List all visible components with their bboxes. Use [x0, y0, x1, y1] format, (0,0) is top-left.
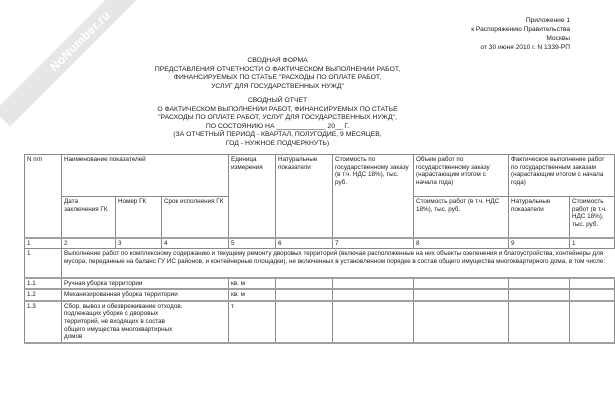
row-name: Сбор, вывоз и обезвреживание отходов, подлежащих уборке с дворовых территорий, не входящих в состав общего имущества многоквартирных домов [62, 301, 229, 343]
col-number: 7 [333, 238, 414, 249]
column-number-row [25, 238, 615, 249]
row-num: 1 [25, 249, 62, 278]
form-title [0, 57, 555, 91]
cell[interactable] [276, 301, 333, 343]
report-title [0, 97, 555, 149]
row-num: 1.3 [25, 301, 62, 343]
cell[interactable] [509, 289, 570, 301]
subheader-deadline: Срок исполнения ГК [162, 197, 229, 238]
header-actual: Фактическое выполнение работ по государственным заказам (нарастающим итогом с начала года) [509, 155, 615, 197]
subheader-gk-number: Номер ГК [116, 197, 162, 238]
table-row [25, 278, 615, 290]
row-unit: кв. м [229, 278, 276, 290]
col-number: 8 [414, 238, 509, 249]
row-num: 1.2 [25, 289, 62, 301]
table-row [25, 249, 615, 278]
header-volume-contract: Объем работ по государственному заказу (нарастающим итогом с начала года) [414, 155, 509, 197]
table-row [25, 301, 615, 343]
report-title-line: ПО СОСТОЯНИЮ НА _____________ 20__ Г. [205, 122, 350, 130]
subheader-volume-cost: Стоимость работ (в т.ч. НДС 18%), тыс. руб. [414, 197, 509, 238]
row-section-text: Выполнение работ по комплексному содержанию и текущему ремонту дворовых территорий (включая расположенные на них объекты озеленения и благоустройства, контейнеры для мусора, переданные на баланс ГУ ИС районов, и контейнерные площадки), не включенных в установленном порядке в состав общего имущества многоквартирного дома, в том числе: [62, 249, 615, 278]
row-name: Механизированная уборка территории [62, 289, 229, 301]
form-title-line: СВОДНАЯ ФОРМА [247, 57, 308, 64]
cell[interactable] [276, 289, 333, 301]
form-title-line: УСЛУГ ДЛЯ ГОСУДАРСТВЕННЫХ НУЖД" [211, 82, 344, 90]
report-table [24, 154, 615, 344]
cell[interactable] [570, 289, 615, 301]
cell[interactable] [509, 278, 570, 290]
row-num: 1.1 [25, 278, 62, 290]
approval-line: Москвы [546, 35, 570, 42]
col-number: 4 [162, 238, 229, 249]
col-number: 1 [570, 238, 615, 249]
approval-note [471, 16, 570, 52]
cell[interactable] [333, 301, 414, 343]
subheader-actual-cost: Стоимость работ (в т.ч. НДС 18%), тыс. руб. [570, 197, 615, 238]
cell[interactable] [333, 289, 414, 301]
cell[interactable] [570, 301, 615, 343]
col-number: 6 [276, 238, 333, 249]
cell[interactable] [570, 278, 615, 290]
cell[interactable] [414, 301, 509, 343]
row-unit: кв. м [229, 289, 276, 301]
header-unit: Единица измерения [229, 155, 276, 238]
col-number: 3 [116, 238, 162, 249]
approval-line: от 30 июня 2010 г. N 1339-РП [480, 44, 570, 51]
row-name: Ручная уборка территории [62, 278, 229, 290]
row-unit: т [229, 301, 276, 343]
col-number: 2 [62, 238, 116, 249]
header-name: Наименование показателей [62, 155, 229, 197]
approval-line: Приложение 1 [525, 17, 570, 24]
approval-line: к Распоряжению Правительства [471, 26, 570, 33]
col-number: 9 [509, 238, 570, 249]
cell[interactable] [333, 278, 414, 290]
header-natural: Натуральные показатели [276, 155, 333, 238]
header-num: N п/п [25, 155, 62, 238]
header-row [25, 155, 615, 197]
subheader-date: Дата заключения ГК [62, 197, 116, 238]
header-cost-contract: Стоимость по государственному заказу (в т.ч. НДС 18%), тыс. руб. [333, 155, 414, 238]
watermark: NoNumber.ru [0, 0, 166, 127]
cell[interactable] [276, 278, 333, 290]
report-title-line: СВОДНЫЙ ОТЧЕТ [247, 97, 308, 104]
col-number: 5 [229, 238, 276, 249]
report-title-line: ГОД - НУЖНОЕ ПОДЧЕРКНУТЬ) [225, 139, 330, 147]
cell[interactable] [509, 301, 570, 343]
subheader-actual-natural: Натуральные показатели [509, 197, 570, 238]
form-title-line: ПРЕДСТАВЛЕНИЯ ОТЧЕТНОСТИ О ФАКТИЧЕСКОМ ВЫПОЛНЕНИИ РАБОТ, [154, 65, 401, 73]
col-number: 1 [25, 238, 62, 249]
table-row [25, 289, 615, 301]
cell[interactable] [414, 289, 509, 301]
form-title-line: ФИНАНСИРУЕМЫХ ПО СТАТЬЕ "РАСХОДЫ ПО ОПЛАТЕ РАБОТ, [173, 74, 382, 82]
report-title-line: (ЗА ОТЧЕТНЫЙ ПЕРИОД - КВАРТАЛ, ПОЛУГОДИЕ, 9 МЕСЯЦЕВ, [173, 131, 382, 139]
report-title-line: О ФАКТИЧЕСКОМ ВЫПОЛНЕНИИ РАБОТ, ФИНАНСИРУЕМЫХ ПО СТАТЬЕ [157, 105, 398, 113]
cell[interactable] [414, 278, 509, 290]
report-title-line: "РАСХОДЫ ПО ОПЛАТЕ РАБОТ, УСЛУГ ДЛЯ ГОСУДАРСТВЕННЫХ НУЖД", [158, 114, 397, 122]
